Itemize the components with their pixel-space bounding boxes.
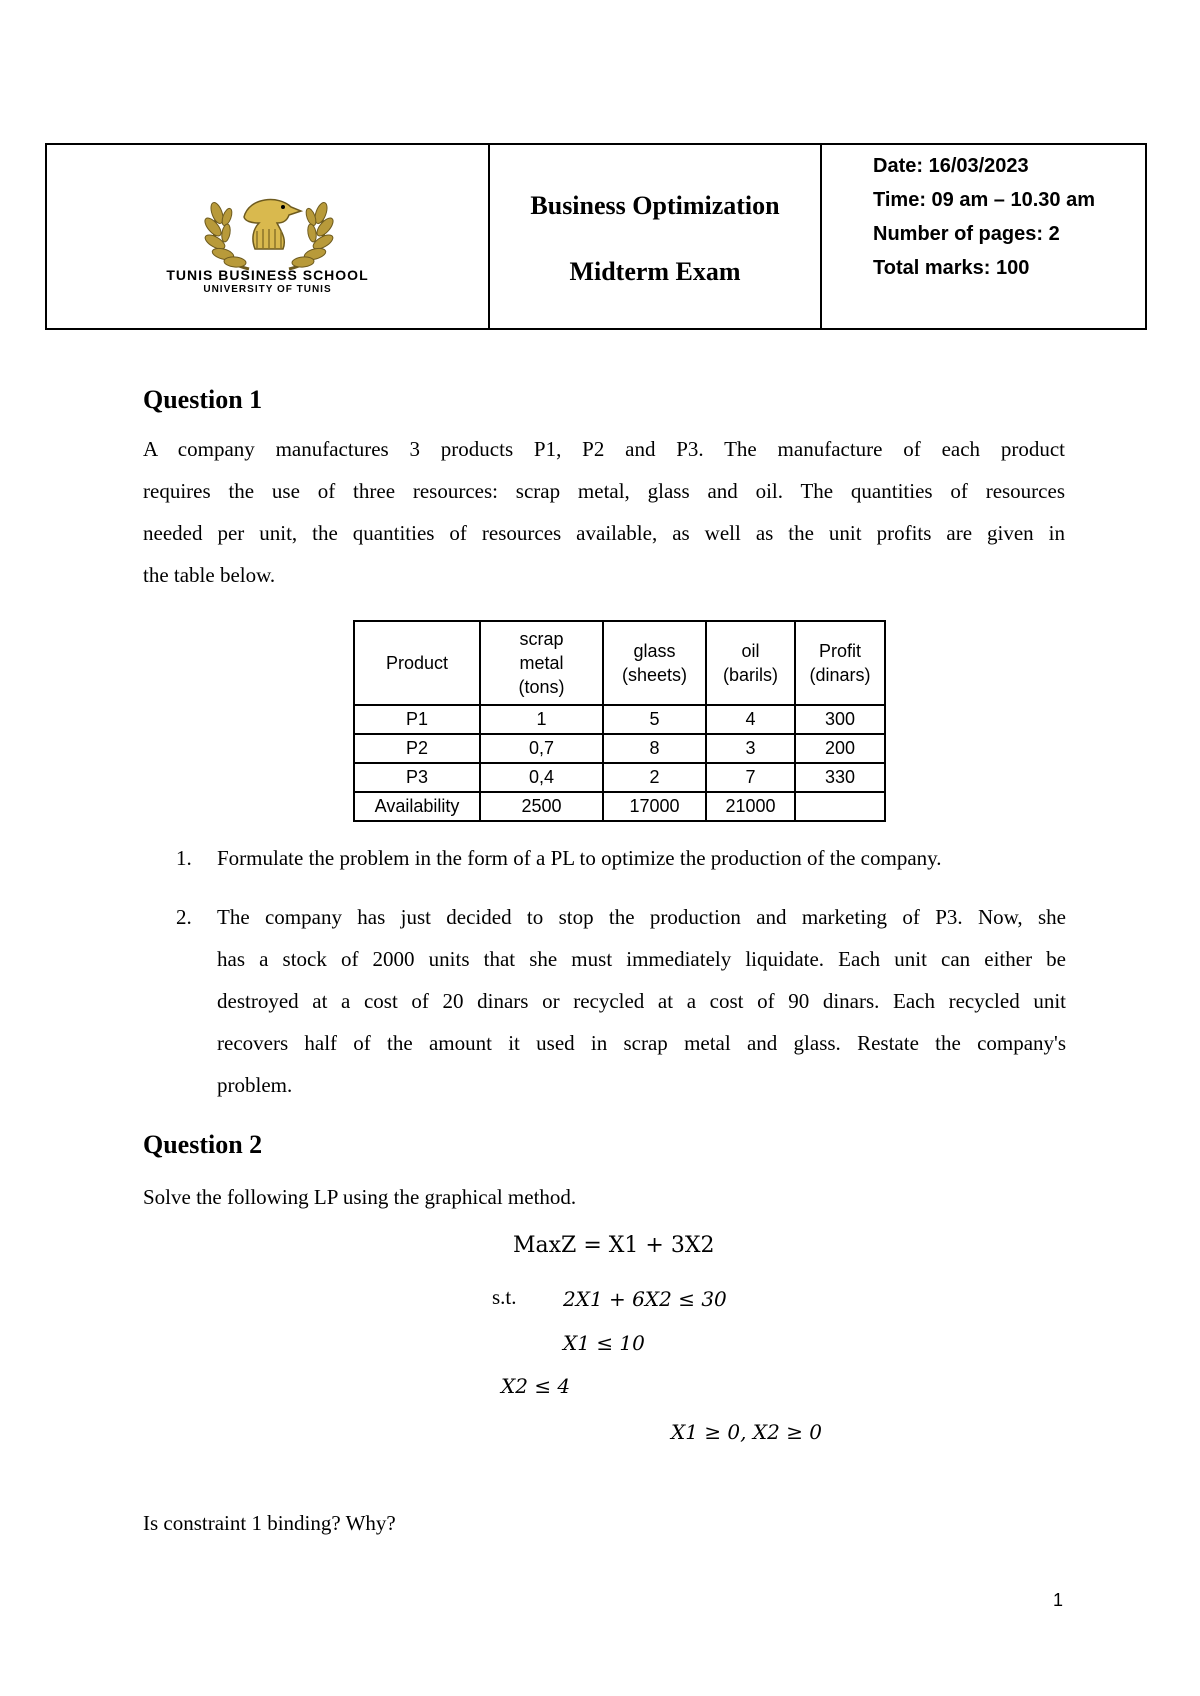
exam-pages: Number of pages: 2 [873,223,1060,245]
item-2-line: has a stock of 2000 units that she must immediately liquidate. Each unit can either be [217,947,1066,971]
lp-objective: MaxZ = X1 + 3X2 [513,1233,715,1258]
cell-profit: 200 [795,734,885,763]
table-header-row [354,621,885,705]
cell-profit: 330 [795,763,885,792]
q1-line: A company manufactures 3 products P1, P2 and P3. The manufacture of each product [143,437,1065,461]
question-2-title: Question 2 [143,1130,263,1159]
item-2-line: recovers half of the amount it used in scrap metal and glass. Restate the company's [217,1031,1066,1055]
cell-oil: 7 [706,763,795,792]
title-cell [490,145,822,328]
cell-glass: 8 [603,734,706,763]
item-1-number: 1. [176,846,192,870]
col-header-glass-label: glass (sheets) [621,641,688,685]
exam-date: Date: 16/03/2023 [873,155,1029,177]
cell-scrap: 0,7 [480,734,603,763]
exam-title: Midterm Exam [569,257,741,286]
cell-glass: 2 [603,763,706,792]
lp-nonnegativity: X1 ≥ 0, X2 ≥ 0 [671,1420,823,1444]
cell-product: Availability [354,792,480,821]
col-header-profit-label: Profit (dinars) [809,641,871,685]
eagle-icon [244,200,301,249]
col-header-glass [603,621,706,705]
item-1-text: Formulate the problem in the form of a PL to optimize the production of the company. [217,846,942,870]
col-header-profit [795,621,885,705]
lp-st-label: s.t. [492,1285,517,1309]
item-2-line: problem. [217,1073,293,1097]
q1-line: needed per unit, the quantities of resources available, as well as the unit profits are given in [143,521,1065,545]
exam-time: Time: 09 am – 10.30 am [873,189,1095,211]
exam-marks: Total marks: 100 [873,257,1030,279]
lp-constraint-2: X1 ≤ 10 [563,1331,645,1355]
cell-oil: 3 [706,734,795,763]
q1-line: requires the use of three resources: scrap metal, glass and oil. The quantities of resources [143,479,1065,503]
col-header-oil [706,621,795,705]
cell-product: P3 [354,763,480,792]
cell-scrap: 1 [480,705,603,734]
page-number: 1 [1053,1590,1064,1610]
university-name: UNIVERSITY OF TUNIS [203,284,332,295]
cell-product: P1 [354,705,480,734]
item-2-text [217,896,1066,1106]
question-1-title: Question 1 [143,385,263,414]
cell-glass: 5 [603,705,706,734]
col-header-oil-label: oil (barils) [722,641,778,685]
lp-constraint-3: X2 ≤ 4 [501,1374,571,1398]
course-title: Business Optimization [530,191,780,220]
logo-cell [47,145,490,328]
table-row [354,763,885,792]
item-2-line: The company has just decided to stop the production and marketing of P3. Now, she [217,905,1066,929]
col-header-product: Product [354,621,480,705]
exam-header [45,143,1147,330]
question-1-text [143,428,1065,596]
cell-profit: 300 [795,705,885,734]
item-2-line: destroyed at a cost of 20 dinars or recycled at a cost of 90 dinars. Each recycled unit [217,989,1066,1013]
cell-glass: 17000 [603,792,706,821]
exam-info [822,145,1145,328]
col-header-scrap [480,621,603,705]
table-row [354,705,885,734]
table-row-availability [354,792,885,821]
col-header-scrap-label: scrap metal (tons) [518,629,565,697]
item-2-number: 2. [176,905,192,929]
laurel-eagle-logo [179,187,359,273]
cell-scrap: 0,4 [480,763,603,792]
question-2-intro: Solve the following LP using the graphical method. [143,1185,577,1209]
cell-oil: 4 [706,705,795,734]
lp-constraint-1: 2X1 + 6X2 ≤ 30 [563,1287,727,1311]
cell-scrap: 2500 [480,792,603,821]
q1-line: the table below. [143,563,276,587]
cell-profit [795,792,885,821]
cell-oil: 21000 [706,792,795,821]
table-row [354,734,885,763]
school-name: TUNIS BUSINESS SCHOOL [166,267,369,283]
question-2-followup: Is constraint 1 binding? Why? [143,1511,396,1535]
cell-product: P2 [354,734,480,763]
resource-table [353,620,886,822]
